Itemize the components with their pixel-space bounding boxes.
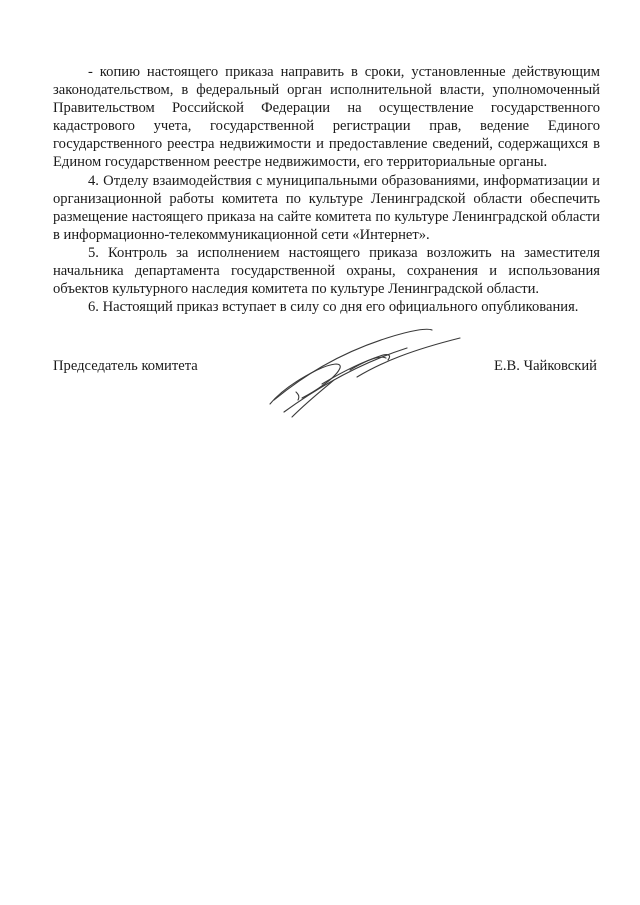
paragraph-item-6: 6. Настоящий приказ вступает в силу со дня его официального опубликования.: [88, 299, 579, 316]
signer-position: Председатель комитета: [53, 358, 198, 374]
signer-name: Е.В. Чайковский: [493, 358, 597, 374]
paragraph-copy-distribution: - копию настоящего приказа направить в сроки, установленные действующим законодательством, в федеральный орган исполнительной власти, уполномоченный Правительством Российской Федерации на осуществление государственного кадастрового учета, государственной регистрации прав, ведение Единого государственного реестра недвижимости и предоставление сведений, содержащихся в Едином государственном реестре недвижимости, его территориальные органы.: [53, 64, 600, 171]
paragraph-item-4: 4. Отделу взаимодействия с муниципальными образованиями, информатизации и организационной работы комитета по культуре Ленинградской области обеспечить размещение настоящего приказа на сайте комитета по культуре Ленинградской области в информационно-телекоммуникационной сети «Интернет».: [53, 172, 600, 243]
handwritten-signature: [262, 322, 472, 422]
paragraph-item-5: 5. Контроль за исполнением настоящего приказа возложить на заместителя начальника департамента государственной охраны, сохранения и использования объектов культурного наследия комитета по культуре Ленинградской области.: [53, 244, 600, 298]
document-body: [53, 63, 600, 316]
